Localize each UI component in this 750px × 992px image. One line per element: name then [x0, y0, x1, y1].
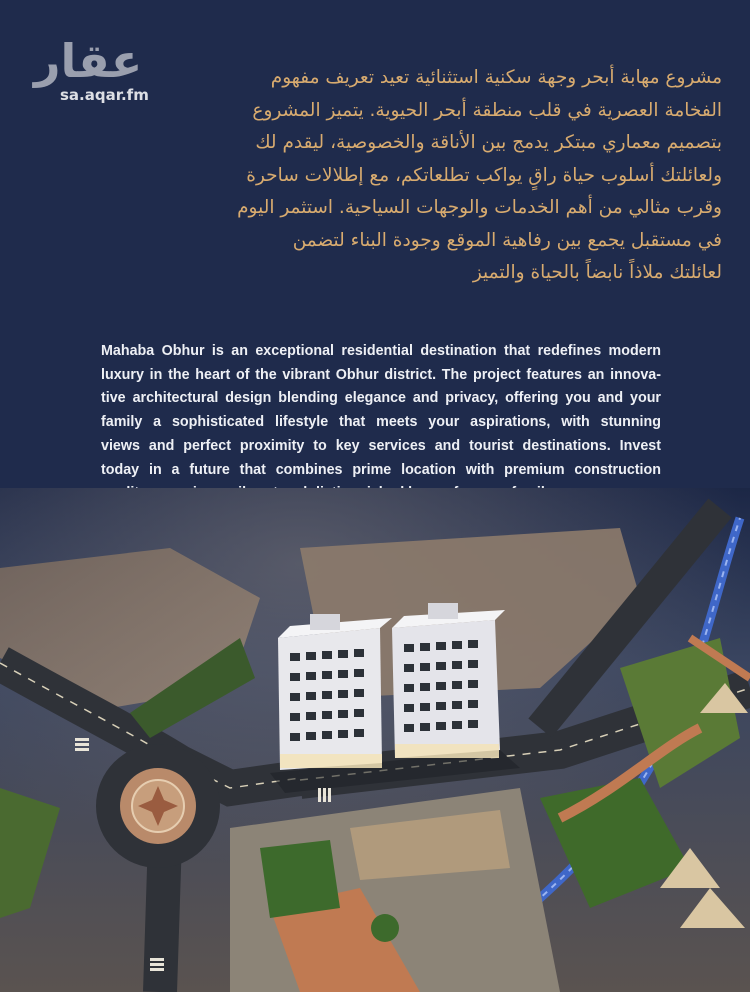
english-line: tive architectural design blending elegance and privacy, offering you and your [101, 390, 661, 407]
arabic-line: في مستقبل يجمع بين رفاهية الموقع وجودة البناء لتضمن [292, 229, 722, 251]
arabic-line: بتصميم معماري مبتكر يدمج بين الأناقة والخصوصية، ليقدم لك [255, 132, 722, 153]
description-panel [0, 0, 750, 488]
english-line: views and perfect proximity to key services and tourist destinations. Invest [101, 437, 661, 454]
english-line: family a sophisticated lifestyle that meets your aspirations, with stunning [101, 414, 661, 431]
arabic-description [32, 62, 722, 290]
arabic-line: مشروع مهابة أبحر وجهة سكنية استثنائية تعيد تعريف مفهوم [270, 67, 722, 88]
english-line: Mahaba Obhur is an exceptional residential destination that redefines modern [101, 343, 661, 359]
aerial-rendering-image [0, 488, 750, 992]
aqar-url: sa.aqar.fm [60, 86, 149, 104]
arabic-line: لعائلتك ملاذاً نابضاً بالحياة والتميز [472, 262, 722, 283]
aqar-logo-text: عقار [34, 34, 143, 88]
arabic-line: الفخامة العصرية في قلب منطقة أبحر الحيوية. يتميز المشروع [252, 99, 722, 121]
english-line: luxury in the heart of the vibrant Obhur district. The project features an innova- [101, 366, 661, 383]
arabic-line: ولعائلتك أسلوب حياة راقٍ يواكب تطلعاتكم، مع إطلالات ساحرة [246, 164, 722, 186]
arabic-line: وقرب مثالي من أهم الخدمات والوجهات السياحية. استثمر اليوم [237, 197, 722, 218]
english-description [101, 340, 661, 494]
english-line: today in a future that combines prime location with premium construction [101, 461, 661, 478]
